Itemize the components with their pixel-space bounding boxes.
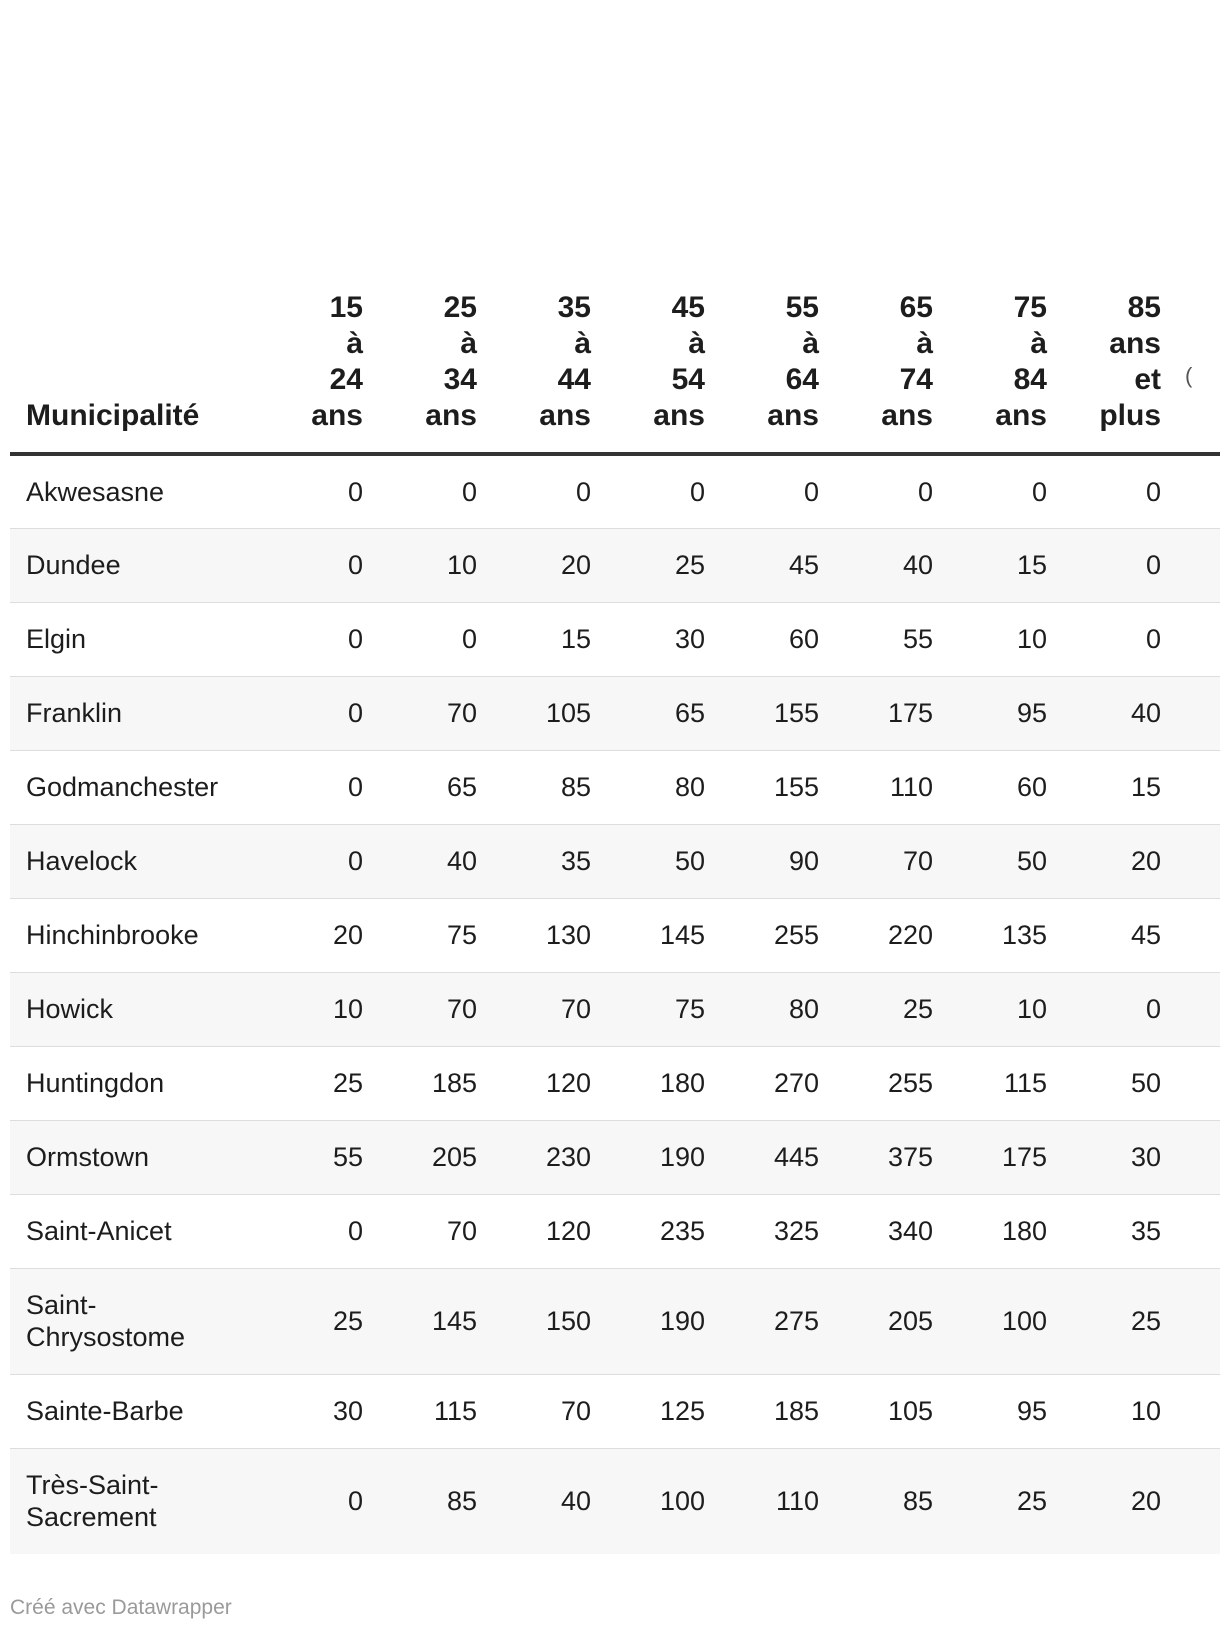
value-cell: 60	[949, 750, 1063, 824]
table-row	[10, 1448, 1220, 1554]
truncated-cell	[1177, 454, 1220, 528]
table-container	[10, 290, 1220, 1554]
value-cell: 45	[721, 528, 835, 602]
value-cell: 0	[265, 454, 379, 528]
value-cell: 70	[379, 972, 493, 1046]
truncated-cell	[1177, 676, 1220, 750]
column-header-line: 25	[443, 291, 477, 324]
truncated-cell	[1177, 528, 1220, 602]
truncated-cell	[1177, 824, 1220, 898]
column-header-line: 54	[671, 363, 705, 396]
column-header-line: à	[1030, 327, 1047, 360]
value-cell: 0	[265, 1194, 379, 1268]
column-header-5	[721, 290, 835, 454]
datawrapper-credit[interactable]: Créé avec Datawrapper	[10, 1596, 232, 1619]
value-cell: 0	[1063, 454, 1177, 528]
value-cell: 0	[1063, 972, 1177, 1046]
value-cell: 100	[607, 1448, 721, 1554]
value-cell: 235	[607, 1194, 721, 1268]
value-cell: 50	[1063, 1046, 1177, 1120]
value-cell: 0	[493, 454, 607, 528]
column-header-municipalite	[10, 290, 265, 454]
value-cell: 15	[949, 528, 1063, 602]
column-header-1	[265, 290, 379, 454]
municipality-cell: Saint-Anicet	[10, 1194, 265, 1268]
value-cell: 40	[379, 824, 493, 898]
value-cell: 125	[607, 1374, 721, 1448]
column-header-line: 75	[1013, 291, 1047, 324]
value-cell: 85	[379, 1448, 493, 1554]
value-cell: 325	[721, 1194, 835, 1268]
value-cell: 95	[949, 676, 1063, 750]
truncated-header-glyph: (	[1185, 363, 1193, 388]
value-cell: 30	[1063, 1120, 1177, 1194]
column-header-truncated	[1177, 290, 1220, 454]
value-cell: 70	[379, 676, 493, 750]
table-row	[10, 602, 1220, 676]
value-cell: 0	[721, 454, 835, 528]
value-cell: 45	[1063, 898, 1177, 972]
column-header-line: 35	[557, 291, 591, 324]
value-cell: 55	[835, 602, 949, 676]
column-header-3	[493, 290, 607, 454]
value-cell: 220	[835, 898, 949, 972]
table-row	[10, 750, 1220, 824]
value-cell: 25	[949, 1448, 1063, 1554]
value-cell: 25	[607, 528, 721, 602]
column-header-line: à	[460, 327, 477, 360]
column-header-line: à	[916, 327, 933, 360]
value-cell: 85	[835, 1448, 949, 1554]
municipality-cell: Akwesasne	[10, 454, 265, 528]
value-cell: 10	[949, 602, 1063, 676]
value-cell: 120	[493, 1046, 607, 1120]
table-row	[10, 676, 1220, 750]
value-cell: 70	[493, 1374, 607, 1448]
column-header-line: 44	[557, 363, 591, 396]
value-cell: 25	[835, 972, 949, 1046]
column-header-line: ans	[1109, 327, 1161, 360]
value-cell: 15	[493, 602, 607, 676]
value-cell: 205	[835, 1268, 949, 1374]
column-header-line: à	[346, 327, 363, 360]
column-header-line: plus	[1099, 399, 1161, 432]
value-cell: 255	[835, 1046, 949, 1120]
value-cell: 180	[949, 1194, 1063, 1268]
column-header-line: ans	[767, 399, 819, 432]
value-cell: 445	[721, 1120, 835, 1194]
value-cell: 135	[949, 898, 1063, 972]
column-header-line: 74	[899, 363, 933, 396]
value-cell: 95	[949, 1374, 1063, 1448]
value-cell: 230	[493, 1120, 607, 1194]
value-cell: 155	[721, 676, 835, 750]
value-cell: 85	[493, 750, 607, 824]
municipality-cell: Hinchinbrooke	[10, 898, 265, 972]
value-cell: 30	[607, 602, 721, 676]
table-row	[10, 898, 1220, 972]
municipality-cell: Huntingdon	[10, 1046, 265, 1120]
value-cell: 80	[607, 750, 721, 824]
column-header-line: ans	[311, 399, 363, 432]
truncated-cell	[1177, 972, 1220, 1046]
value-cell: 10	[1063, 1374, 1177, 1448]
value-cell: 190	[607, 1268, 721, 1374]
column-header-line: ans	[653, 399, 705, 432]
column-header-line: ans	[539, 399, 591, 432]
table-row	[10, 1120, 1220, 1194]
value-cell: 110	[835, 750, 949, 824]
municipality-cell: Dundee	[10, 528, 265, 602]
value-cell: 150	[493, 1268, 607, 1374]
value-cell: 0	[265, 750, 379, 824]
table-row	[10, 1374, 1220, 1448]
value-cell: 30	[265, 1374, 379, 1448]
value-cell: 10	[379, 528, 493, 602]
value-cell: 175	[835, 676, 949, 750]
value-cell: 70	[835, 824, 949, 898]
value-cell: 35	[1063, 1194, 1177, 1268]
table-row	[10, 528, 1220, 602]
column-header-line: 85	[1127, 291, 1161, 324]
value-cell: 10	[949, 972, 1063, 1046]
value-cell: 340	[835, 1194, 949, 1268]
value-cell: 190	[607, 1120, 721, 1194]
truncated-cell	[1177, 602, 1220, 676]
column-header-line: à	[688, 327, 705, 360]
value-cell: 0	[1063, 602, 1177, 676]
value-cell: 0	[265, 602, 379, 676]
column-header-line: 65	[899, 291, 933, 324]
column-header-line: ans	[425, 399, 477, 432]
value-cell: 70	[379, 1194, 493, 1268]
value-cell: 25	[265, 1268, 379, 1374]
value-cell: 25	[265, 1046, 379, 1120]
column-header-line: et	[1134, 363, 1161, 396]
column-header-6	[835, 290, 949, 454]
table-row	[10, 1194, 1220, 1268]
column-header-line: 34	[443, 363, 477, 396]
value-cell: 0	[265, 528, 379, 602]
value-cell: 275	[721, 1268, 835, 1374]
value-cell: 40	[493, 1448, 607, 1554]
value-cell: 65	[607, 676, 721, 750]
column-header-line: 24	[329, 363, 363, 396]
municipality-cell: Godmanchester	[10, 750, 265, 824]
value-cell: 180	[607, 1046, 721, 1120]
value-cell: 100	[949, 1268, 1063, 1374]
column-header-7	[949, 290, 1063, 454]
value-cell: 60	[721, 602, 835, 676]
table-row	[10, 972, 1220, 1046]
table-row	[10, 1046, 1220, 1120]
value-cell: 90	[721, 824, 835, 898]
value-cell: 20	[493, 528, 607, 602]
table-row	[10, 1268, 1220, 1374]
value-cell: 0	[835, 454, 949, 528]
value-cell: 75	[607, 972, 721, 1046]
column-header-line: 45	[671, 291, 705, 324]
value-cell: 0	[379, 454, 493, 528]
table-row	[10, 454, 1220, 528]
column-header-line: 84	[1013, 363, 1047, 396]
column-header-line: 64	[785, 363, 819, 396]
value-cell: 375	[835, 1120, 949, 1194]
municipality-cell: Howick	[10, 972, 265, 1046]
truncated-cell	[1177, 1046, 1220, 1120]
truncated-cell	[1177, 1374, 1220, 1448]
value-cell: 255	[721, 898, 835, 972]
municipality-cell: Elgin	[10, 602, 265, 676]
column-header-8	[1063, 290, 1177, 454]
value-cell: 80	[721, 972, 835, 1046]
value-cell: 270	[721, 1046, 835, 1120]
truncated-cell	[1177, 1268, 1220, 1374]
value-cell: 145	[607, 898, 721, 972]
value-cell: 110	[721, 1448, 835, 1554]
value-cell: 205	[379, 1120, 493, 1194]
truncated-cell	[1177, 750, 1220, 824]
value-cell: 105	[835, 1374, 949, 1448]
value-cell: 20	[1063, 824, 1177, 898]
truncated-cell	[1177, 1448, 1220, 1554]
column-header-4	[607, 290, 721, 454]
truncated-cell	[1177, 1194, 1220, 1268]
value-cell: 70	[493, 972, 607, 1046]
column-header-line: ans	[995, 399, 1047, 432]
value-cell: 65	[379, 750, 493, 824]
value-cell: 0	[1063, 528, 1177, 602]
column-header-line: à	[802, 327, 819, 360]
header-row	[10, 290, 1220, 454]
column-header-line: à	[574, 327, 591, 360]
value-cell: 20	[1063, 1448, 1177, 1554]
value-cell: 20	[265, 898, 379, 972]
column-header-line: ans	[881, 399, 933, 432]
column-header-2	[379, 290, 493, 454]
value-cell: 145	[379, 1268, 493, 1374]
truncated-cell	[1177, 898, 1220, 972]
value-cell: 25	[1063, 1268, 1177, 1374]
table-body	[10, 454, 1220, 1554]
value-cell: 0	[265, 824, 379, 898]
municipality-cell: Très-Saint-Sacrement	[10, 1448, 265, 1554]
column-header-line: Municipalité	[26, 399, 200, 432]
value-cell: 50	[607, 824, 721, 898]
value-cell: 0	[607, 454, 721, 528]
value-cell: 115	[379, 1374, 493, 1448]
value-cell: 175	[949, 1120, 1063, 1194]
municipality-cell: Ormstown	[10, 1120, 265, 1194]
truncated-cell	[1177, 1120, 1220, 1194]
value-cell: 75	[379, 898, 493, 972]
value-cell: 105	[493, 676, 607, 750]
value-cell: 185	[379, 1046, 493, 1120]
value-cell: 35	[493, 824, 607, 898]
table-row	[10, 824, 1220, 898]
municipality-cell: Franklin	[10, 676, 265, 750]
value-cell: 115	[949, 1046, 1063, 1120]
value-cell: 40	[835, 528, 949, 602]
value-cell: 50	[949, 824, 1063, 898]
value-cell: 185	[721, 1374, 835, 1448]
municipality-cell: Saint-Chrysostome	[10, 1268, 265, 1374]
value-cell: 130	[493, 898, 607, 972]
value-cell: 120	[493, 1194, 607, 1268]
municipality-cell: Havelock	[10, 824, 265, 898]
value-cell: 0	[265, 676, 379, 750]
column-header-line: 15	[329, 291, 363, 324]
value-cell: 40	[1063, 676, 1177, 750]
value-cell: 0	[949, 454, 1063, 528]
municipality-cell: Sainte-Barbe	[10, 1374, 265, 1448]
value-cell: 155	[721, 750, 835, 824]
data-table	[10, 290, 1220, 1554]
value-cell: 15	[1063, 750, 1177, 824]
value-cell: 55	[265, 1120, 379, 1194]
value-cell: 10	[265, 972, 379, 1046]
value-cell: 0	[379, 602, 493, 676]
column-header-line: 55	[785, 291, 819, 324]
value-cell: 0	[265, 1448, 379, 1554]
